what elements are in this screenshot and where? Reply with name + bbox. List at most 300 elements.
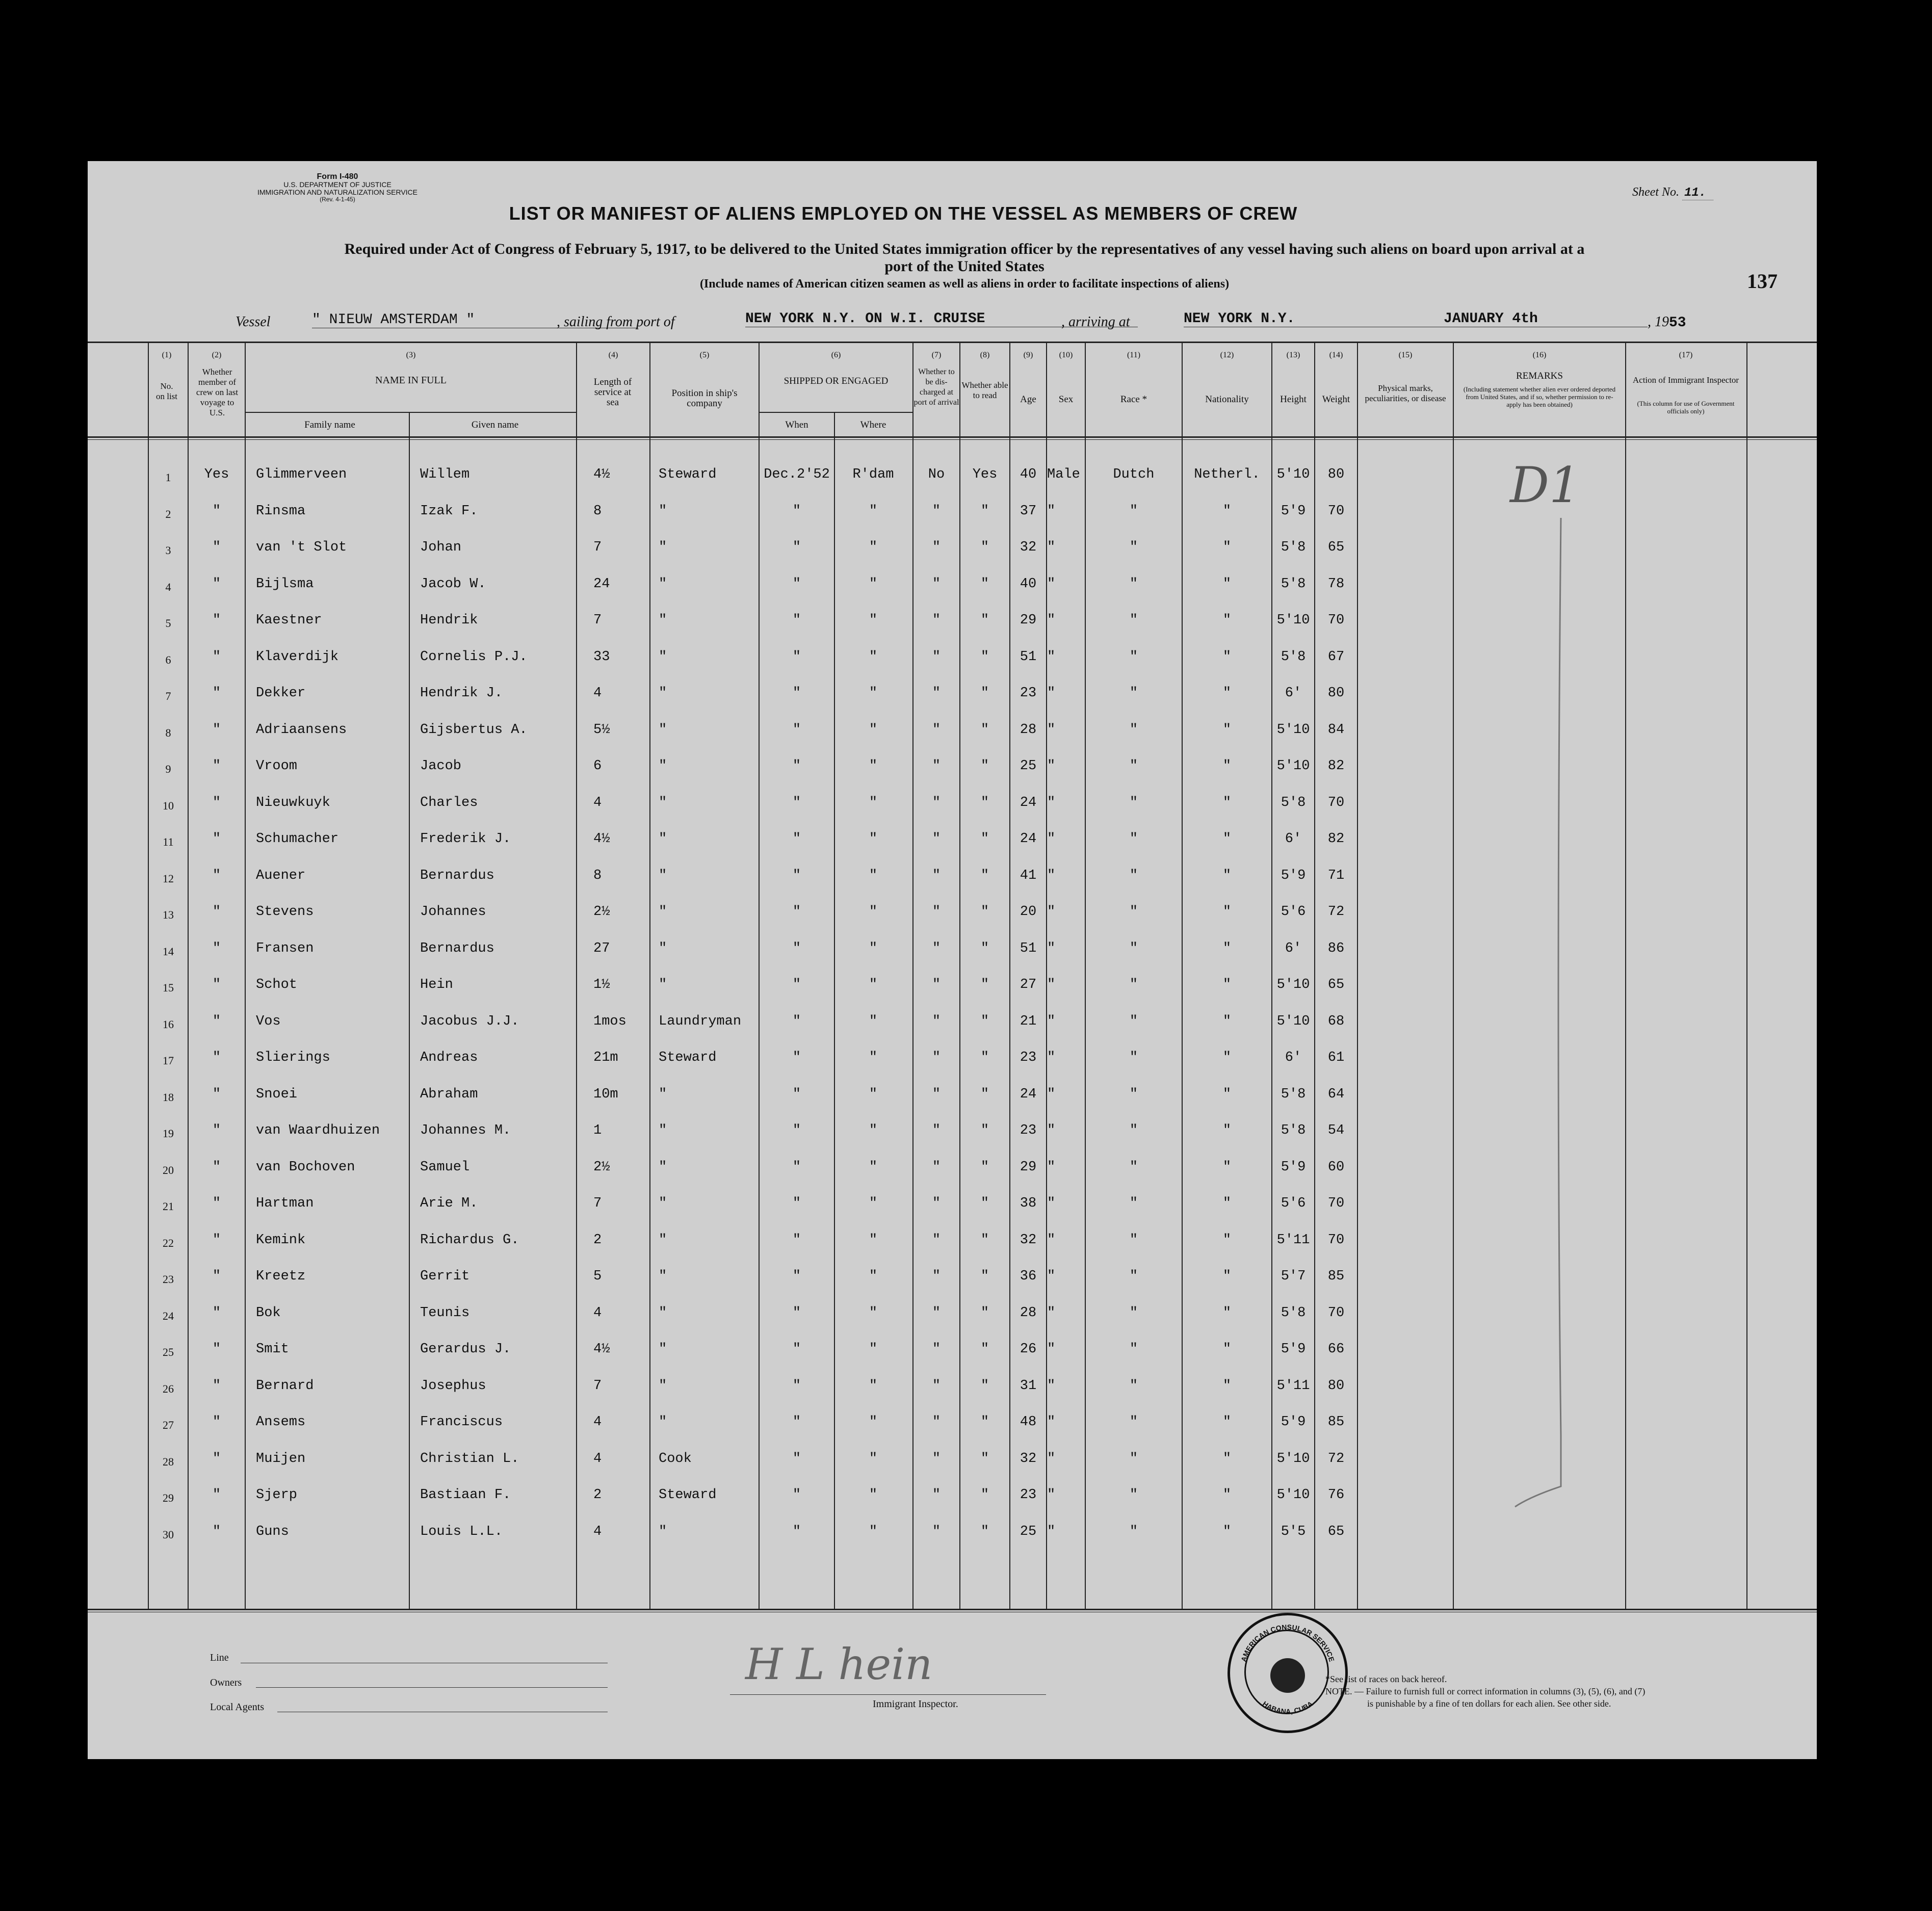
cell-race: " (1129, 977, 1138, 992)
column-rule (959, 342, 960, 1610)
column-rule (245, 342, 246, 1610)
cell-read: " (980, 940, 989, 956)
cell-family: Schumacher (256, 831, 339, 847)
note-text: — Failure to furnish full or correct information in columns (3), (5), (6), and (7) (1354, 1686, 1646, 1696)
cell-when: " (792, 758, 801, 774)
cell-when: " (792, 1451, 801, 1467)
cell-where: " (869, 1378, 878, 1394)
cell-given: Jacobus J.J. (420, 1013, 519, 1029)
cell-service: 7 (593, 1378, 602, 1394)
cell-race: " (1129, 1123, 1138, 1138)
cell-given: Andreas (420, 1050, 478, 1065)
cell-weight: 70 (1327, 1196, 1345, 1211)
cell-discharged: " (932, 1123, 941, 1138)
cell-family: Dekker (256, 686, 306, 701)
col10-num: (10) (1059, 351, 1073, 359)
cell-given: Gerrit (420, 1269, 470, 1284)
col7-num: (7) (931, 351, 942, 359)
cell-family: Vos (256, 1013, 281, 1029)
cell-discharged: " (932, 503, 941, 519)
cell-position: Steward (659, 1487, 717, 1503)
cell-race: " (1129, 1378, 1138, 1394)
cell-height: 5'8 (1281, 576, 1306, 592)
cell-height: 5'6 (1281, 1196, 1306, 1211)
cell-height: 5'7 (1281, 1269, 1306, 1284)
col3a-header: Family name (304, 420, 355, 430)
cell-no: 12 (163, 872, 174, 885)
cell-prev: " (212, 1378, 221, 1394)
cell-prev: " (212, 1086, 221, 1102)
cell-age: 27 (1020, 977, 1037, 992)
cell-height: 5'8 (1281, 540, 1306, 555)
footer-owners-field (256, 1687, 608, 1688)
cell-family: Sjerp (256, 1487, 298, 1503)
cell-weight: 72 (1327, 904, 1345, 920)
consular-stamp (1228, 1613, 1348, 1733)
cell-weight: 60 (1327, 1159, 1345, 1175)
col13-num: (13) (1286, 351, 1300, 359)
cell-age: 32 (1020, 1451, 1037, 1467)
cell-sex: " (1047, 1305, 1056, 1321)
cell-sex: " (1047, 540, 1056, 555)
cell-given: Abraham (420, 1086, 478, 1102)
cell-where: " (869, 1451, 878, 1467)
cell-race: " (1129, 1086, 1138, 1102)
cell-when: " (792, 1013, 801, 1029)
cell-race: " (1129, 722, 1138, 738)
cell-prev: " (212, 831, 221, 847)
cell-service: 1mos (593, 1013, 626, 1029)
cell-given: Josephus (420, 1378, 486, 1394)
cell-no: 30 (163, 1528, 174, 1541)
cell-weight: 70 (1327, 1305, 1345, 1321)
col16-note: (Including statement whether alien ever ordered deported from United States, and if so, whether permission to re-apply has been obtained) (1463, 385, 1616, 408)
cell-height: 6' (1285, 686, 1302, 701)
cell-given: Willem (420, 467, 470, 482)
col17-header: Action of Immigrant Inspector (1632, 375, 1739, 385)
cell-position: Cook (659, 1451, 692, 1467)
cell-age: 24 (1020, 831, 1037, 847)
cell-given: Bernardus (420, 868, 494, 883)
cell-age: 26 (1020, 1342, 1037, 1357)
cell-discharged: " (932, 613, 941, 628)
cell-age: 32 (1020, 540, 1037, 555)
cell-nationality: " (1222, 686, 1232, 701)
cell-height: 5'6 (1281, 904, 1306, 920)
cell-read: " (980, 1378, 989, 1394)
cell-service: 2 (593, 1232, 602, 1248)
cell-discharged: " (932, 904, 941, 920)
cell-read: " (980, 1487, 989, 1503)
cell-sex: " (1047, 576, 1056, 592)
cell-position: " (659, 940, 667, 956)
cell-where: " (869, 1269, 878, 1284)
col11-header: Race * (1120, 394, 1147, 405)
year-suffix: 53 (1669, 315, 1686, 331)
cell-service: 5 (593, 1269, 602, 1284)
cell-position: " (659, 540, 667, 555)
cell-read: " (980, 1196, 989, 1211)
cell-family: Adriaansens (256, 722, 347, 738)
cell-race: " (1129, 1159, 1138, 1175)
col4-header: Length of service at sea (593, 377, 632, 408)
cell-weight: 84 (1327, 722, 1345, 738)
remarks-bracket (1484, 518, 1586, 1650)
svg-text:AMERICAN CONSULAR SERVICE (1239, 1623, 1336, 1663)
cell-service: 4 (593, 1305, 602, 1321)
cell-discharged: " (932, 686, 941, 701)
cell-read: " (980, 977, 989, 992)
cell-given: Bastiaan F. (420, 1487, 511, 1503)
cell-age: 25 (1020, 1524, 1037, 1539)
cell-race: " (1129, 758, 1138, 774)
cell-service: 6 (593, 758, 602, 774)
cell-discharged: " (932, 722, 941, 738)
cell-age: 23 (1020, 1487, 1037, 1503)
cell-family: Kaestner (256, 613, 322, 628)
cell-where: " (869, 613, 878, 628)
cell-age: 23 (1020, 686, 1037, 701)
cell-service: 1 (593, 1123, 602, 1138)
cell-no: 10 (163, 799, 174, 812)
col16-num: (16) (1532, 351, 1547, 359)
cell-weight: 54 (1327, 1123, 1345, 1138)
column-rule (1314, 342, 1315, 1610)
cell-sex: " (1047, 1159, 1056, 1175)
cell-age: 23 (1020, 1123, 1037, 1138)
cell-position: " (659, 1378, 667, 1394)
cell-no: 19 (163, 1127, 174, 1140)
column-rule (1271, 342, 1272, 1610)
cell-when: " (792, 1050, 801, 1065)
col3b-header: Given name (471, 420, 519, 430)
cell-discharged: " (932, 649, 941, 665)
cell-weight: 64 (1327, 1086, 1345, 1102)
cell-family: Kemink (256, 1232, 306, 1248)
cell-family: van Waardhuizen (256, 1123, 380, 1138)
cell-when: " (792, 977, 801, 992)
cell-weight: 80 (1327, 1378, 1345, 1394)
cell-family: Vroom (256, 758, 298, 774)
cell-when: " (792, 795, 801, 810)
cell-service: 1½ (593, 977, 610, 992)
column-rule (1453, 342, 1454, 1610)
cell-family: van Bochoven (256, 1159, 355, 1175)
cell-discharged: " (932, 1050, 941, 1065)
table-top-rule (88, 342, 1817, 343)
eagle-seal-icon (1270, 1658, 1305, 1693)
cell-read: " (980, 1269, 989, 1284)
cell-given: Johan (420, 540, 462, 555)
subheader-rule (759, 412, 912, 413)
cell-weight: 71 (1327, 868, 1345, 883)
cell-read: " (980, 1050, 989, 1065)
cell-age: 28 (1020, 1305, 1037, 1321)
cell-service: 4 (593, 1451, 602, 1467)
cell-weight: 70 (1327, 613, 1345, 628)
col8-num: (8) (980, 351, 990, 359)
cell-no: 28 (163, 1455, 174, 1468)
cell-race: " (1129, 1524, 1138, 1539)
cell-nationality: " (1222, 1013, 1232, 1029)
cell-sex: " (1047, 1013, 1056, 1029)
cell-given: Izak F. (420, 503, 478, 519)
cell-weight: 68 (1327, 1013, 1345, 1029)
cell-prev: " (212, 1159, 221, 1175)
col4-num: (4) (608, 351, 618, 359)
cell-sex: " (1047, 1451, 1056, 1467)
cell-race: " (1129, 1269, 1138, 1284)
col5-header: Position in ship's company (671, 388, 738, 409)
cell-when: " (792, 1269, 801, 1284)
cell-age: 48 (1020, 1415, 1037, 1430)
cell-given: Charles (420, 795, 478, 810)
col17-num: (17) (1679, 351, 1693, 359)
cell-family: Bijlsma (256, 576, 314, 592)
cell-sex: " (1047, 1342, 1056, 1357)
cell-nationality: " (1222, 758, 1232, 774)
cell-race: " (1129, 503, 1138, 519)
cell-race: " (1129, 1487, 1138, 1503)
arriving-label: , arriving at (1061, 314, 1130, 330)
cell-position: " (659, 831, 667, 847)
cell-when: " (792, 1415, 801, 1430)
cell-sex: " (1047, 1232, 1056, 1248)
cell-discharged: " (932, 1013, 941, 1029)
cell-race: " (1129, 1415, 1138, 1430)
cell-nationality: Netherl. (1194, 467, 1260, 482)
cell-nationality: " (1222, 1451, 1232, 1467)
cell-no: 23 (163, 1273, 174, 1286)
cell-age: 51 (1020, 940, 1037, 956)
cell-given: Cornelis P.J. (420, 649, 528, 665)
cell-race: Dutch (1113, 467, 1155, 482)
cell-sex: " (1047, 1196, 1056, 1211)
cell-given: Gijsbertus A. (420, 722, 528, 738)
cell-given: Richardus G. (420, 1232, 519, 1248)
cell-height: 5'8 (1281, 1086, 1306, 1102)
cell-given: Hendrik J. (420, 686, 503, 701)
cell-height: 5'8 (1281, 1123, 1306, 1138)
column-rule (1357, 342, 1358, 1610)
cell-family: Bernard (256, 1378, 314, 1394)
cell-read: " (980, 1524, 989, 1539)
cell-where: " (869, 686, 878, 701)
cell-prev: " (212, 613, 221, 628)
cell-nationality: " (1222, 649, 1232, 665)
cell-prev: " (212, 1013, 221, 1029)
cell-weight: 70 (1327, 795, 1345, 810)
cell-service: 4½ (593, 1342, 610, 1357)
column-rule (1182, 342, 1183, 1610)
cell-prev: " (212, 1232, 221, 1248)
manifest-sheet (88, 161, 1817, 1759)
cell-read: " (980, 904, 989, 920)
cell-no: 26 (163, 1382, 174, 1395)
cell-sex: " (1047, 868, 1056, 883)
cell-position: " (659, 1305, 667, 1321)
cell-given: Hein (420, 977, 453, 992)
cell-where: " (869, 649, 878, 665)
cell-discharged: No (928, 467, 945, 482)
cell-prev: " (212, 1415, 221, 1430)
cell-nationality: " (1222, 868, 1232, 883)
cell-read: " (980, 868, 989, 883)
cell-weight: 78 (1327, 576, 1345, 592)
cell-position: " (659, 1415, 667, 1430)
cell-age: 31 (1020, 1378, 1037, 1394)
cell-when: " (792, 686, 801, 701)
cell-given: Johannes (420, 904, 486, 920)
cell-nationality: " (1222, 1050, 1232, 1065)
cell-read: " (980, 686, 989, 701)
cell-height: 5'9 (1281, 503, 1306, 519)
cell-service: 4 (593, 686, 602, 701)
column-rule (1009, 342, 1010, 1610)
cell-sex: Male (1047, 467, 1080, 482)
cell-when: Dec.2'52 (764, 467, 830, 482)
cell-race: " (1129, 1342, 1138, 1357)
cell-discharged: " (932, 1487, 941, 1503)
cell-prev: " (212, 1451, 221, 1467)
cell-sex: " (1047, 977, 1056, 992)
cell-age: 51 (1020, 649, 1037, 665)
cell-where: " (869, 1013, 878, 1029)
form-number: Form I-480 (317, 172, 358, 181)
cell-discharged: " (932, 1159, 941, 1175)
cell-given: Teunis (420, 1305, 470, 1321)
cell-race: " (1129, 1451, 1138, 1467)
arrival-year (1648, 314, 1686, 331)
cell-height: 6' (1285, 1050, 1302, 1065)
cell-prev: " (212, 1524, 221, 1539)
cell-read: " (980, 1342, 989, 1357)
cell-sex: " (1047, 1269, 1056, 1284)
cell-age: 21 (1020, 1013, 1037, 1029)
cell-age: 24 (1020, 1086, 1037, 1102)
cell-position: " (659, 613, 667, 628)
cell-family: van 't Slot (256, 540, 347, 555)
inspector-label: Immigrant Inspector. (873, 1698, 958, 1710)
cell-no: 9 (165, 763, 171, 775)
col10-header: Sex (1058, 394, 1074, 405)
cell-when: " (792, 868, 801, 883)
cell-given: Jacob (420, 758, 462, 774)
cell-no: 5 (165, 617, 171, 630)
col2-header: Whether member of crew on last voyage to U.S. (196, 367, 239, 417)
cell-prev: " (212, 540, 221, 555)
cell-race: " (1129, 1305, 1138, 1321)
cell-age: 20 (1020, 904, 1037, 920)
form-subtitle: Required under Act of Congress of February 5, 1917, to be delivered to the United States immigration officer by the representatives of any vessel having such aliens on board upon arrival at a (344, 241, 1585, 257)
column-rule (912, 342, 913, 1610)
cell-service: 7 (593, 1196, 602, 1211)
cell-weight: 80 (1327, 467, 1345, 482)
cell-service: 2½ (593, 1159, 610, 1175)
cell-weight: 70 (1327, 1232, 1345, 1248)
cell-service: 2½ (593, 904, 610, 920)
header-bottom-rule-2 (88, 439, 1817, 440)
cell-read: " (980, 613, 989, 628)
cell-position: " (659, 1123, 667, 1138)
cell-no: 3 (165, 544, 171, 557)
cell-height: 5'10 (1276, 1013, 1310, 1029)
cell-sex: " (1047, 503, 1056, 519)
cell-position: Laundryman (659, 1013, 742, 1029)
cell-when: " (792, 1342, 801, 1357)
form-subtitle-2: port of the United States (884, 258, 1045, 275)
cell-no: 27 (163, 1419, 174, 1431)
cell-nationality: " (1222, 1487, 1232, 1503)
cell-service: 7 (593, 540, 602, 555)
cell-service: 8 (593, 868, 602, 883)
cell-family: Bok (256, 1305, 281, 1321)
cell-position: Steward (659, 1050, 717, 1065)
cell-prev: " (212, 1487, 221, 1503)
cell-family: Muijen (256, 1451, 306, 1467)
cell-height: 5'8 (1281, 795, 1306, 810)
cell-nationality: " (1222, 576, 1232, 592)
cell-given: Jacob W. (420, 576, 486, 592)
cell-position: " (659, 758, 667, 774)
cell-weight: 85 (1327, 1415, 1345, 1430)
cell-prev: " (212, 795, 221, 810)
cell-service: 10m (593, 1086, 618, 1102)
col9-num: (9) (1023, 351, 1033, 359)
cell-when: " (792, 1378, 801, 1394)
cell-age: 23 (1020, 1050, 1037, 1065)
cell-where: " (869, 503, 878, 519)
cell-nationality: " (1222, 1342, 1232, 1357)
cell-age: 40 (1020, 467, 1037, 482)
cell-sex: " (1047, 1524, 1056, 1539)
cell-age: 41 (1020, 868, 1037, 883)
cell-race: " (1129, 904, 1138, 920)
footer-note-2: is punishable by a fine of ten dollars for each alien. See other side. (1367, 1698, 1611, 1709)
cell-where: " (869, 831, 878, 847)
cell-discharged: " (932, 977, 941, 992)
sailing-label: , sailing from port of (557, 314, 675, 330)
cell-where: " (869, 1232, 878, 1248)
cell-family: Stevens (256, 904, 314, 920)
cell-sex: " (1047, 686, 1056, 701)
cell-prev: " (212, 576, 221, 592)
cell-position: " (659, 868, 667, 883)
remarks-handwritten: D1 (1510, 457, 1581, 514)
cell-age: 28 (1020, 722, 1037, 738)
column-rule (1625, 342, 1626, 1610)
page-number: 137 (1747, 270, 1778, 293)
cell-no: 29 (163, 1491, 174, 1504)
cell-where: " (869, 1123, 878, 1138)
cell-nationality: " (1222, 1232, 1232, 1248)
form-title: LIST OR MANIFEST OF ALIENS EMPLOYED ON THE VESSEL AS MEMBERS OF CREW (509, 203, 1298, 224)
cell-no: 11 (163, 835, 174, 848)
col15-num: (15) (1398, 351, 1413, 359)
cell-where: " (869, 1196, 878, 1211)
cell-nationality: " (1222, 1269, 1232, 1284)
cell-race: " (1129, 613, 1138, 628)
cell-position: " (659, 904, 667, 920)
cell-discharged: " (932, 1305, 941, 1321)
cell-no: 8 (165, 726, 171, 739)
cell-sex: " (1047, 904, 1056, 920)
cell-when: " (792, 940, 801, 956)
col14-num: (14) (1329, 351, 1343, 359)
cell-when: " (792, 503, 801, 519)
cell-family: Glimmerveen (256, 467, 347, 482)
cell-read: " (980, 1451, 989, 1467)
